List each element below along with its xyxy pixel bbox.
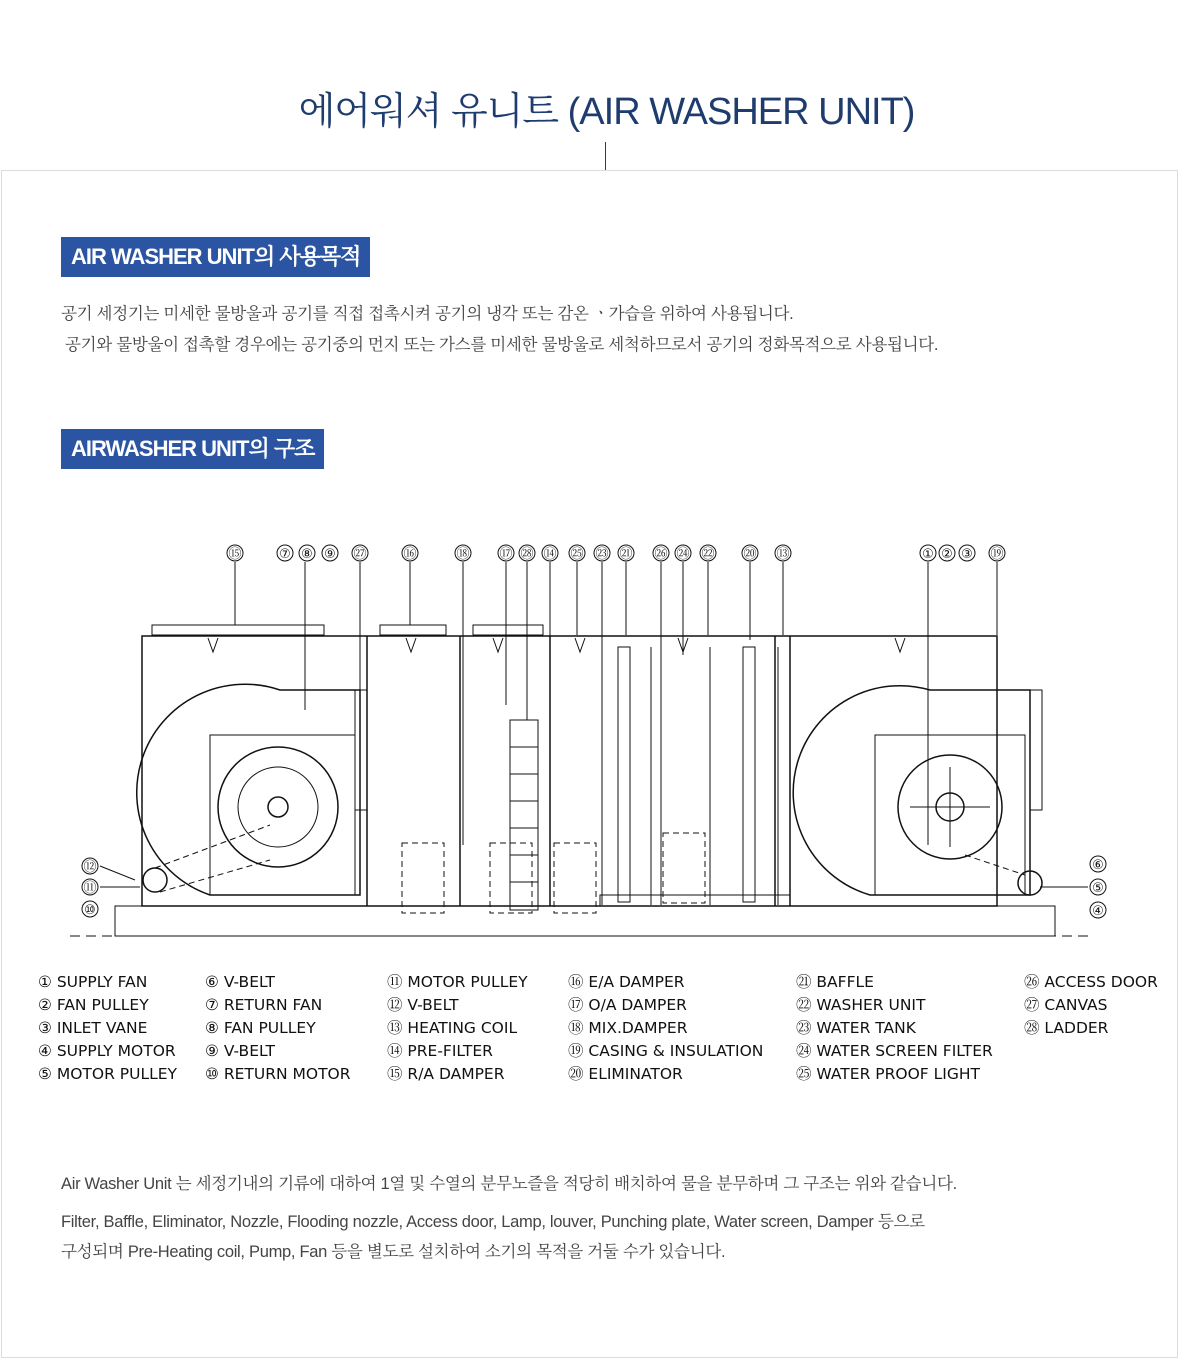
top-callout: ⑰ (499, 547, 513, 562)
legend-item: ⑨ V-BELT (205, 1042, 275, 1060)
legend-item: ㉕ WATER PROOF LIGHT (796, 1065, 980, 1083)
legend-item: ⑲ CASING & INSULATION (568, 1042, 764, 1060)
top-callouts (227, 545, 1005, 562)
right-callout-2: ④ (1092, 904, 1104, 919)
legend-item: ⑪ MOTOR PULLEY (387, 973, 528, 991)
legend-item: ⑬ HEATING COIL (387, 1019, 518, 1037)
legend (38, 973, 1158, 1083)
supply-fan (793, 686, 1042, 895)
top-callout: ③ (961, 547, 973, 562)
legend-item: ⑤ MOTOR PULLEY (38, 1065, 177, 1083)
legend-item: ⑩ RETURN MOTOR (205, 1065, 351, 1083)
purpose-line-2: 공기와 물방울이 접촉할 경우에는 공기중의 먼지 또는 가스를 미세한 물방울로 세척하므로서 공기의 정화목적으로 사용됩니다. (65, 336, 939, 354)
left-callout-1: ⑪ (83, 881, 97, 896)
legend-item: ⑱ MIX.DAMPER (568, 1019, 688, 1037)
legend-item: ⑮ R/A DAMPER (387, 1065, 505, 1083)
left-callouts (82, 858, 98, 918)
legend-item: ㉗ CANVAS (1024, 996, 1108, 1014)
top-callout: ㉔ (676, 547, 690, 562)
legend-item: ⑰ O/A DAMPER (568, 996, 687, 1014)
legend-item: ⑯ E/A DAMPER (568, 973, 685, 991)
legend-item: ⑳ ELIMINATOR (568, 1065, 683, 1083)
legend-item: ① SUPPLY FAN (38, 973, 148, 991)
legend-item: ⑧ FAN PULLEY (205, 1019, 316, 1037)
top-callout: ㉕ (570, 547, 584, 562)
ladder (510, 720, 538, 910)
legend-item: ④ SUPPLY MOTOR (38, 1042, 176, 1060)
top-callout: ② (941, 547, 953, 562)
top-callout: ㉖ (654, 547, 668, 562)
section-heading-structure: AIRWASHER UNIT의 구조 (61, 429, 324, 469)
description-line-1: Air Washer Unit 는 세정기내의 기류에 대하여 1열 및 수열의 분무노즐을 적당히 배치하여 물을 분무하며 그 구조는 위와 같습니다. (61, 1175, 957, 1193)
top-callout: ⑭ (543, 547, 557, 562)
top-callout: ㉒ (701, 547, 715, 562)
top-callout: ㉘ (520, 547, 534, 562)
legend-item: ㉓ WATER TANK (796, 1019, 916, 1037)
top-callout: ⑨ (324, 547, 336, 562)
top-callout: ⑳ (743, 547, 757, 562)
top-callout: ① (922, 547, 934, 562)
casing (70, 625, 1090, 936)
page-title: 에어워셔 유니트 (AIR WASHER UNIT) (298, 91, 915, 133)
top-callout: ⑯ (403, 547, 417, 562)
legend-item: ⑥ V-BELT (205, 973, 275, 991)
section-heading-purpose: AIR WASHER UNIT의 사용목적 (61, 237, 370, 277)
top-callout: ⑮ (228, 547, 242, 562)
legend-item: ㉘ LADDER (1024, 1019, 1109, 1037)
legend-item: ㉑ BAFFLE (796, 973, 874, 991)
purpose-line-1: 공기 세정기는 미세한 물방울과 공기를 직접 접촉시켜 공기의 냉각 또는 감온 ㆍ가습을 위하여 사용됩니다. (61, 305, 794, 323)
legend-item: ㉔ WATER SCREEN FILTER (796, 1042, 993, 1060)
right-callouts (1090, 856, 1106, 919)
left-callout-2: ⑩ (84, 903, 96, 918)
top-callout: ⑦ (279, 547, 291, 562)
return-fan (137, 684, 367, 895)
callout-leaders (235, 562, 997, 905)
top-callout: ⑬ (776, 547, 790, 562)
legend-item: ③ INLET VANE (38, 1019, 148, 1037)
top-callout: ㉓ (595, 547, 609, 562)
top-callout: ㉗ (353, 547, 367, 562)
right-callout-0: ⑥ (1092, 858, 1104, 873)
washer-section (600, 647, 790, 906)
legend-item: ㉖ ACCESS DOOR (1024, 973, 1158, 991)
description-line-3: 구성되며 Pre-Heating coil, Pump, Fan 등을 별도로 설치하여 소기의 목적을 거둘 수가 있습니다. (61, 1243, 726, 1261)
access-doors (402, 833, 705, 913)
air-washer-diagram (30, 525, 1160, 1095)
legend-item: ⑫ V-BELT (387, 996, 459, 1014)
legend-item: ㉒ WASHER UNIT (796, 996, 926, 1014)
top-callout: ⑲ (990, 547, 1004, 562)
left-callout-0: ⑫ (83, 860, 97, 875)
top-callout: ㉑ (619, 547, 633, 562)
right-callout-1: ⑤ (1092, 881, 1104, 896)
legend-item: ⑦ RETURN FAN (205, 996, 323, 1014)
top-callout: ⑱ (456, 547, 470, 562)
legend-item: ② FAN PULLEY (38, 996, 149, 1014)
legend-item: ⑭ PRE-FILTER (387, 1042, 493, 1060)
top-callout: ⑧ (301, 547, 313, 562)
description-line-2: Filter, Baffle, Eliminator, Nozzle, Flooding nozzle, Access door, Lamp, louver, Punching plate, Water screen, Damper 등으로 (61, 1213, 925, 1231)
